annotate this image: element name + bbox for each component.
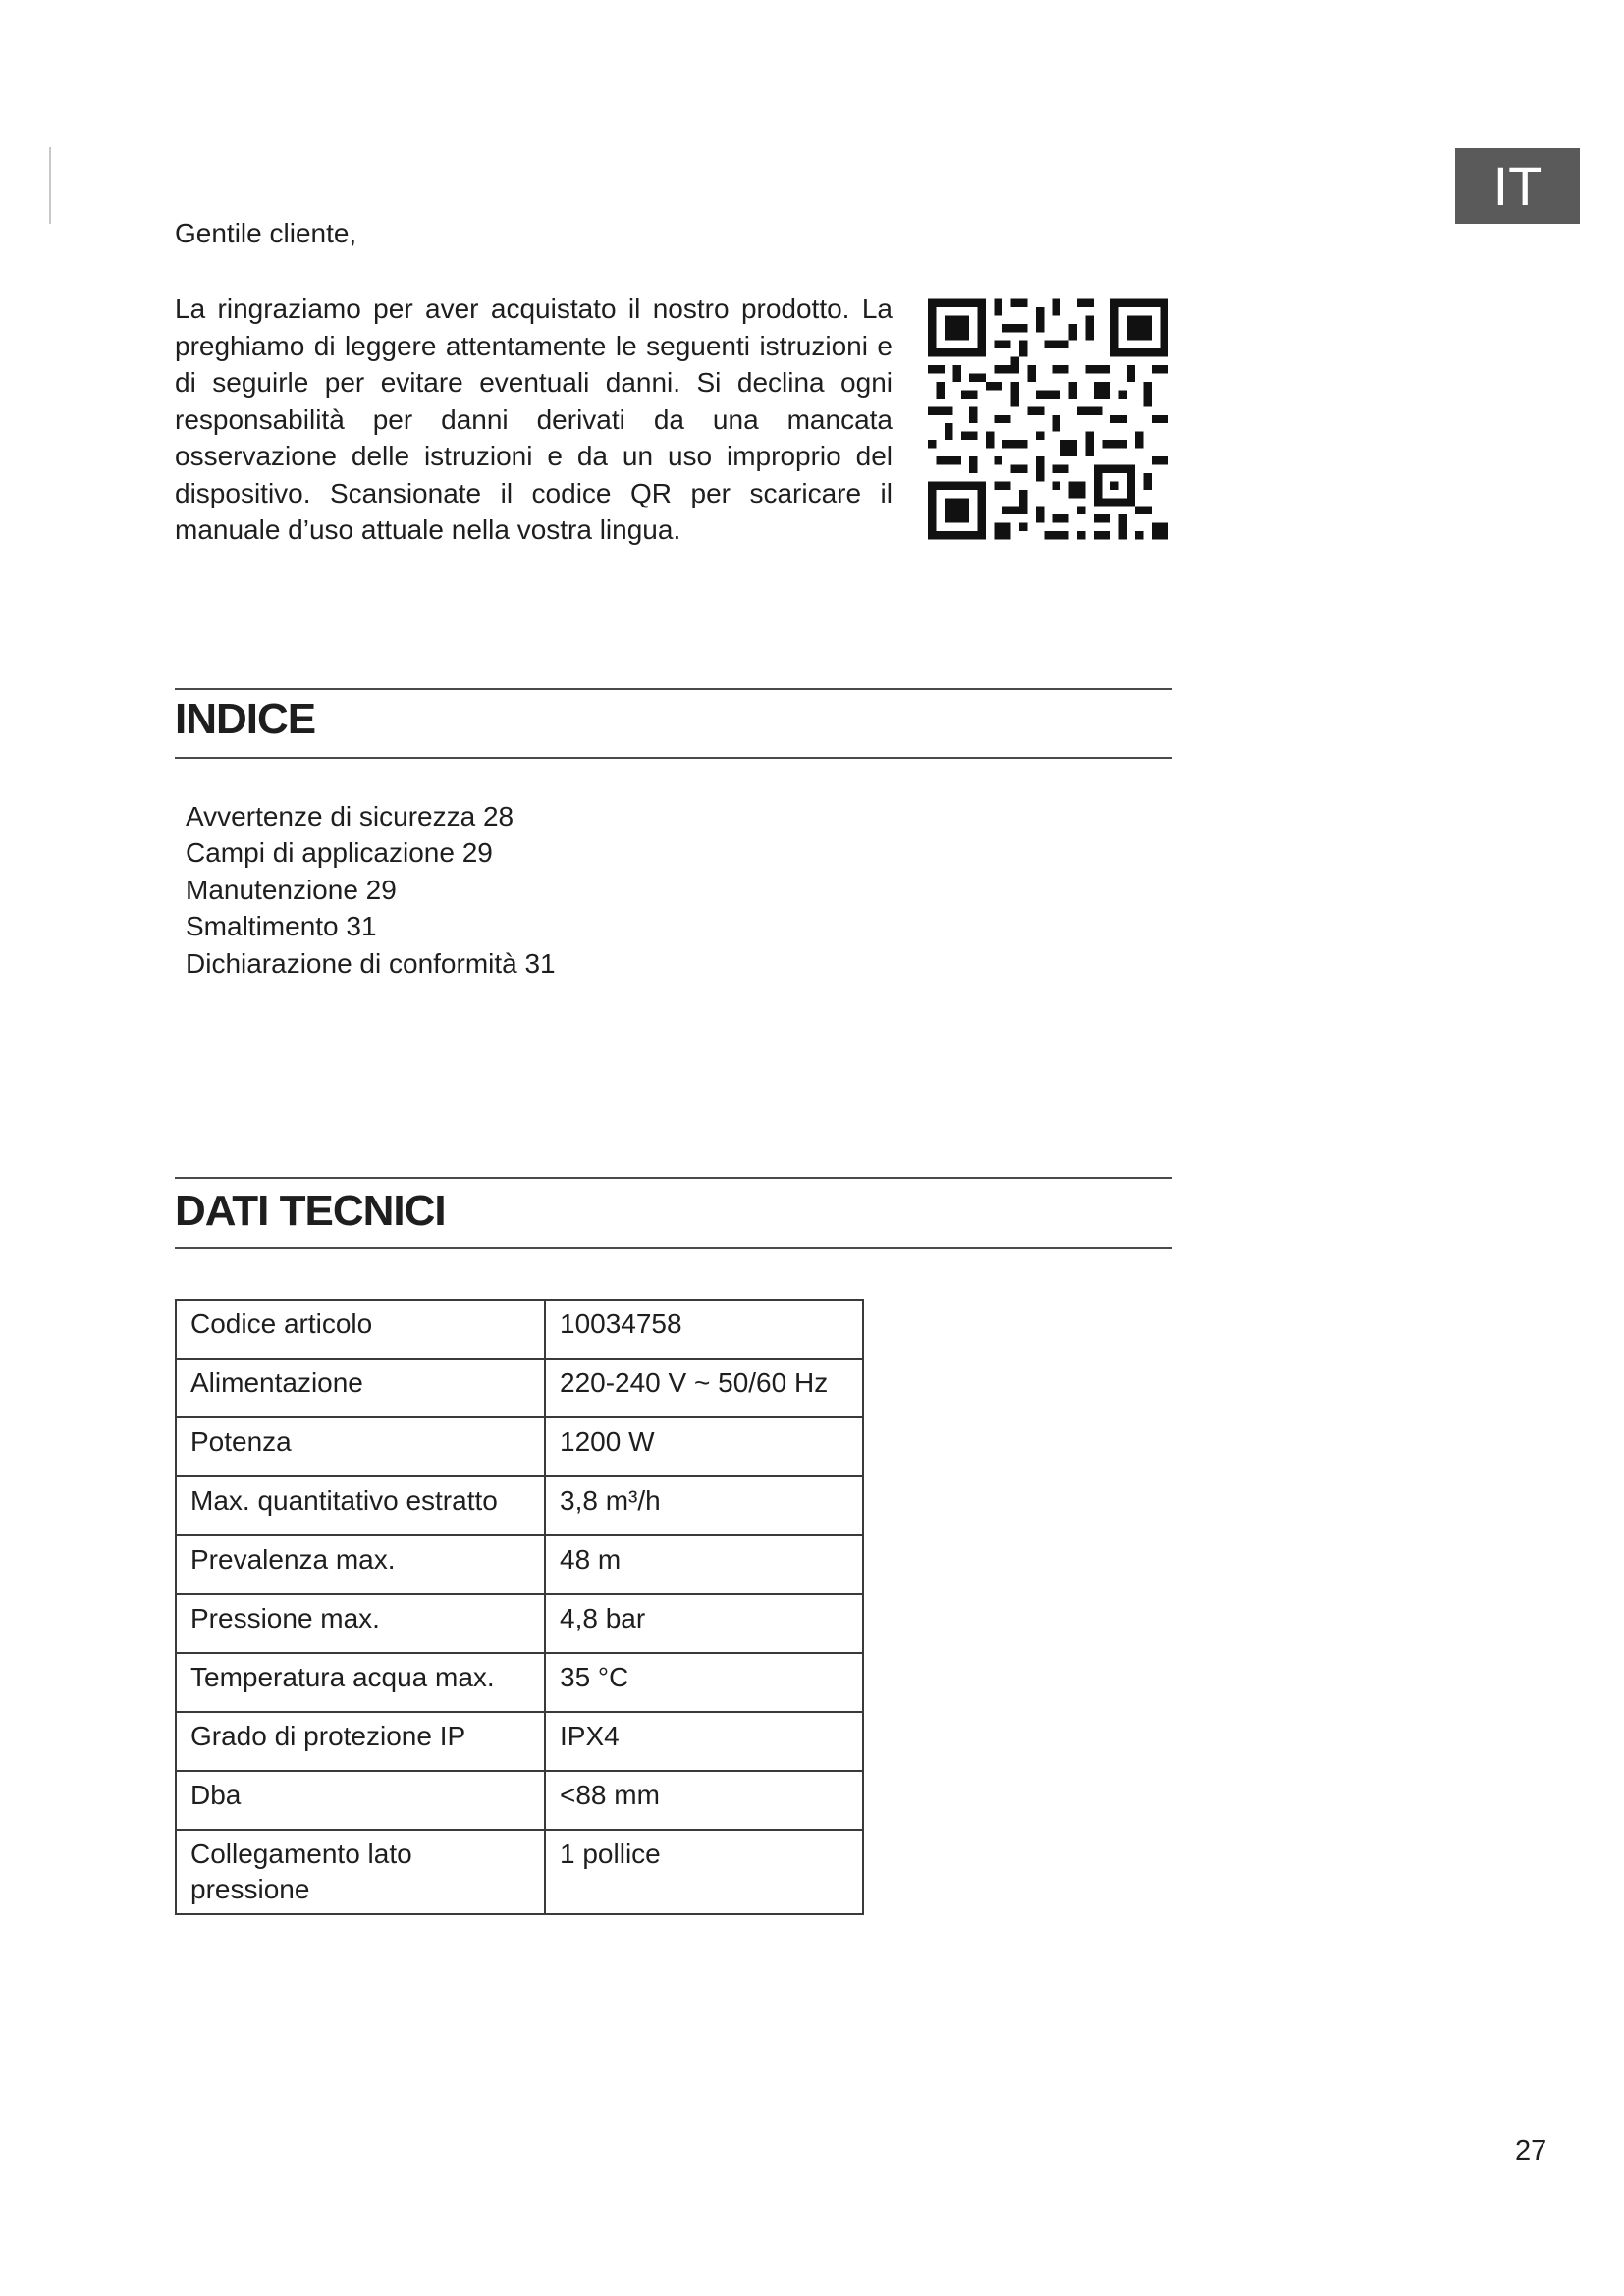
table-row (176, 1653, 863, 1712)
spec-value: 10034758 (545, 1300, 863, 1359)
spec-value: 35 °C (545, 1653, 863, 1712)
qr-code (928, 296, 1168, 542)
spec-label: Max. quantitativo estratto (176, 1476, 545, 1535)
spec-label: Pressione max. (176, 1594, 545, 1653)
toc-item: Manutenzione 29 (186, 874, 397, 905)
spec-label: Grado di protezione IP (176, 1712, 545, 1771)
toc-item: Dichiarazione di conformità 31 (186, 947, 556, 979)
spec-label: Temperatura acqua max. (176, 1653, 545, 1712)
toc-item: Avvertenze di sicurezza 28 (186, 801, 514, 831)
spec-value: <88 mm (545, 1771, 863, 1830)
table-row (176, 1359, 863, 1417)
tech-bottom-rule (175, 1247, 1172, 1249)
spec-label: Potenza (176, 1417, 545, 1476)
language-tab: IT (1455, 148, 1580, 224)
margin-mark (49, 147, 51, 224)
spec-value: 3,8 m³/h (545, 1476, 863, 1535)
technical-data-table (175, 1299, 864, 1915)
spec-label: Collegamento lato pressione (176, 1830, 545, 1914)
tech-top-rule (175, 1177, 1172, 1179)
page-number: 27 (1515, 2135, 1547, 2166)
index-title: INDICE (175, 695, 316, 743)
table-row (176, 1535, 863, 1594)
index-bottom-rule (175, 757, 1172, 759)
toc-item: Smaltimento 31 (186, 911, 377, 942)
spec-value: 4,8 bar (545, 1594, 863, 1653)
table-row (176, 1771, 863, 1830)
intro-paragraph: La ringraziamo per aver acquistato il nostro prodotto. La preghiamo di leggere attentamente le seguenti istruzioni e di seguirle per evitare eventuali danni. Si declina ogni responsabilità per danni derivati da una mancata osservazione delle istruzioni e da un uso improprio del dispositivo. Scansionate il codice QR per scaricare il manuale d’uso attuale nella vostra lingua. (175, 294, 893, 545)
spec-value: 1 pollice (545, 1830, 863, 1914)
greeting: Gentile cliente, (175, 218, 357, 248)
spec-label: Alimentazione (176, 1359, 545, 1417)
table-row (176, 1300, 863, 1359)
spec-label: Dba (176, 1771, 545, 1830)
table-row (176, 1830, 863, 1914)
table-row (176, 1476, 863, 1535)
table-of-contents (186, 798, 556, 982)
spec-value: IPX4 (545, 1712, 863, 1771)
spec-value: 48 m (545, 1535, 863, 1594)
spec-value: 1200 W (545, 1417, 863, 1476)
table-row (176, 1417, 863, 1476)
spec-label: Prevalenza max. (176, 1535, 545, 1594)
toc-item: Campi di applicazione 29 (186, 837, 493, 869)
spec-value: 220-240 V ~ 50/60 Hz (545, 1359, 863, 1417)
spec-label: Codice articolo (176, 1300, 545, 1359)
tech-title: DATI TECNICI (175, 1187, 446, 1235)
table-row (176, 1712, 863, 1771)
table-row (176, 1594, 863, 1653)
index-top-rule (175, 688, 1172, 690)
